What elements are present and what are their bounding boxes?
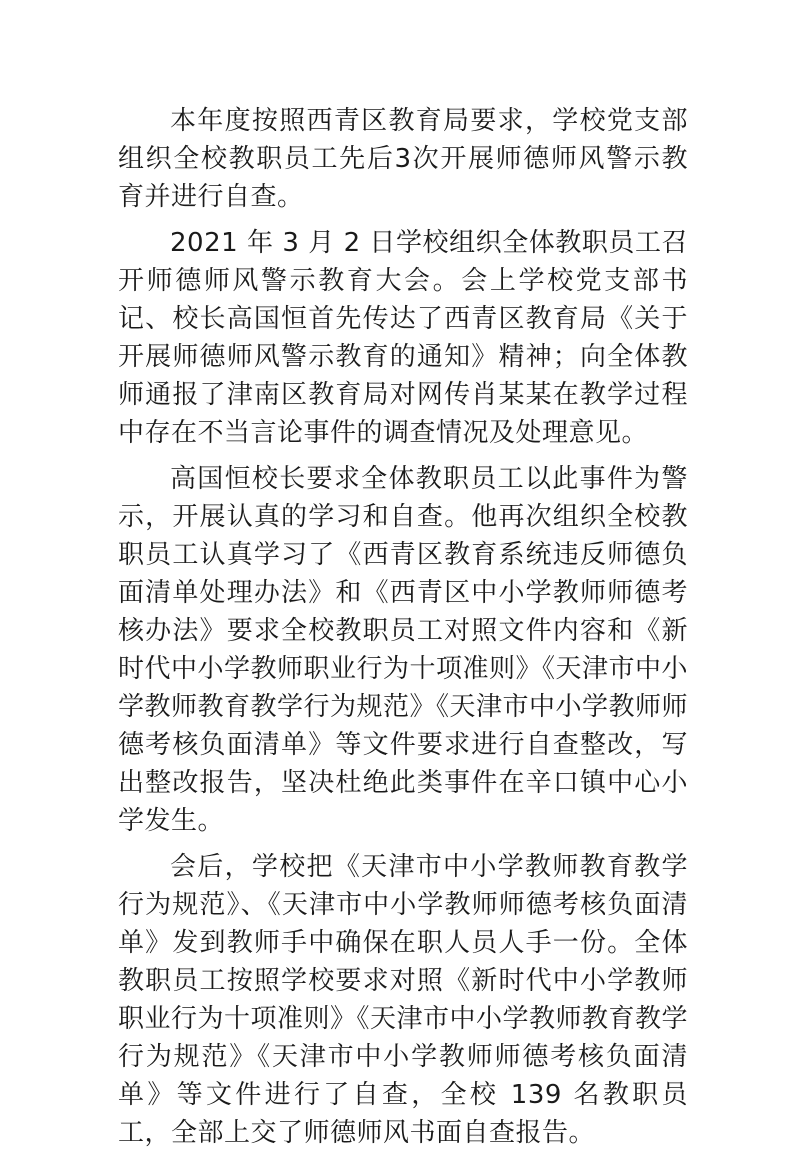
paragraph-3: 高国恒校长要求全体教职员工以此事件为警示，开展认真的学习和自查。他再次组织全校教职员工认真学习了《西青区教育系统违反师德负面清单处理办法》和《西青区中小学教师师德考核办法》要求全校教职员工对照文件内容和《新时代中小学教师职业行为十项准则》《天津市中小学教师教育教学行为规范》《天津市中小学教师师德考核负面清单》等文件要求进行自查整改，写出整改报告，坚决杜绝此类事件在辛口镇中心小学发生。 — [118, 464, 689, 836]
paragraph-4: 会后，学校把《天津市中小学教师教育教学行为规范》、《天津市中小学教师师德考核负面清单》发到教师手中确保在职人员人手一份。全体教职员工按照学校要求对照《新时代中小学教师职业行为十项准则》《天津市中小学教师教育教学行为规范》《天津市中小学教师师德考核负面清单》等文件进行了自查，全校 139 名教职员工，全部上交了师德师风书面自查报告。 — [118, 852, 689, 1148]
paragraph-2: 2021 年 3 月 2 日学校组织全体教职员工召开师德师风警示教育大会。会上学校党支部书记、校长高国恒首先传达了西青区教育局《关于开展师德师风警示教育的通知》精神；向全体教师通报了津南区教育局对网传肖某某在教学过程中存在不当言论事件的调查情况及处理意见。 — [118, 228, 688, 448]
paragraph-1: 本年度按照西青区教育局要求，学校党支部组织全校教职员工先后3次开展师德师风警示教育并进行自查。 — [118, 106, 688, 212]
document-body — [118, 102, 688, 1160]
